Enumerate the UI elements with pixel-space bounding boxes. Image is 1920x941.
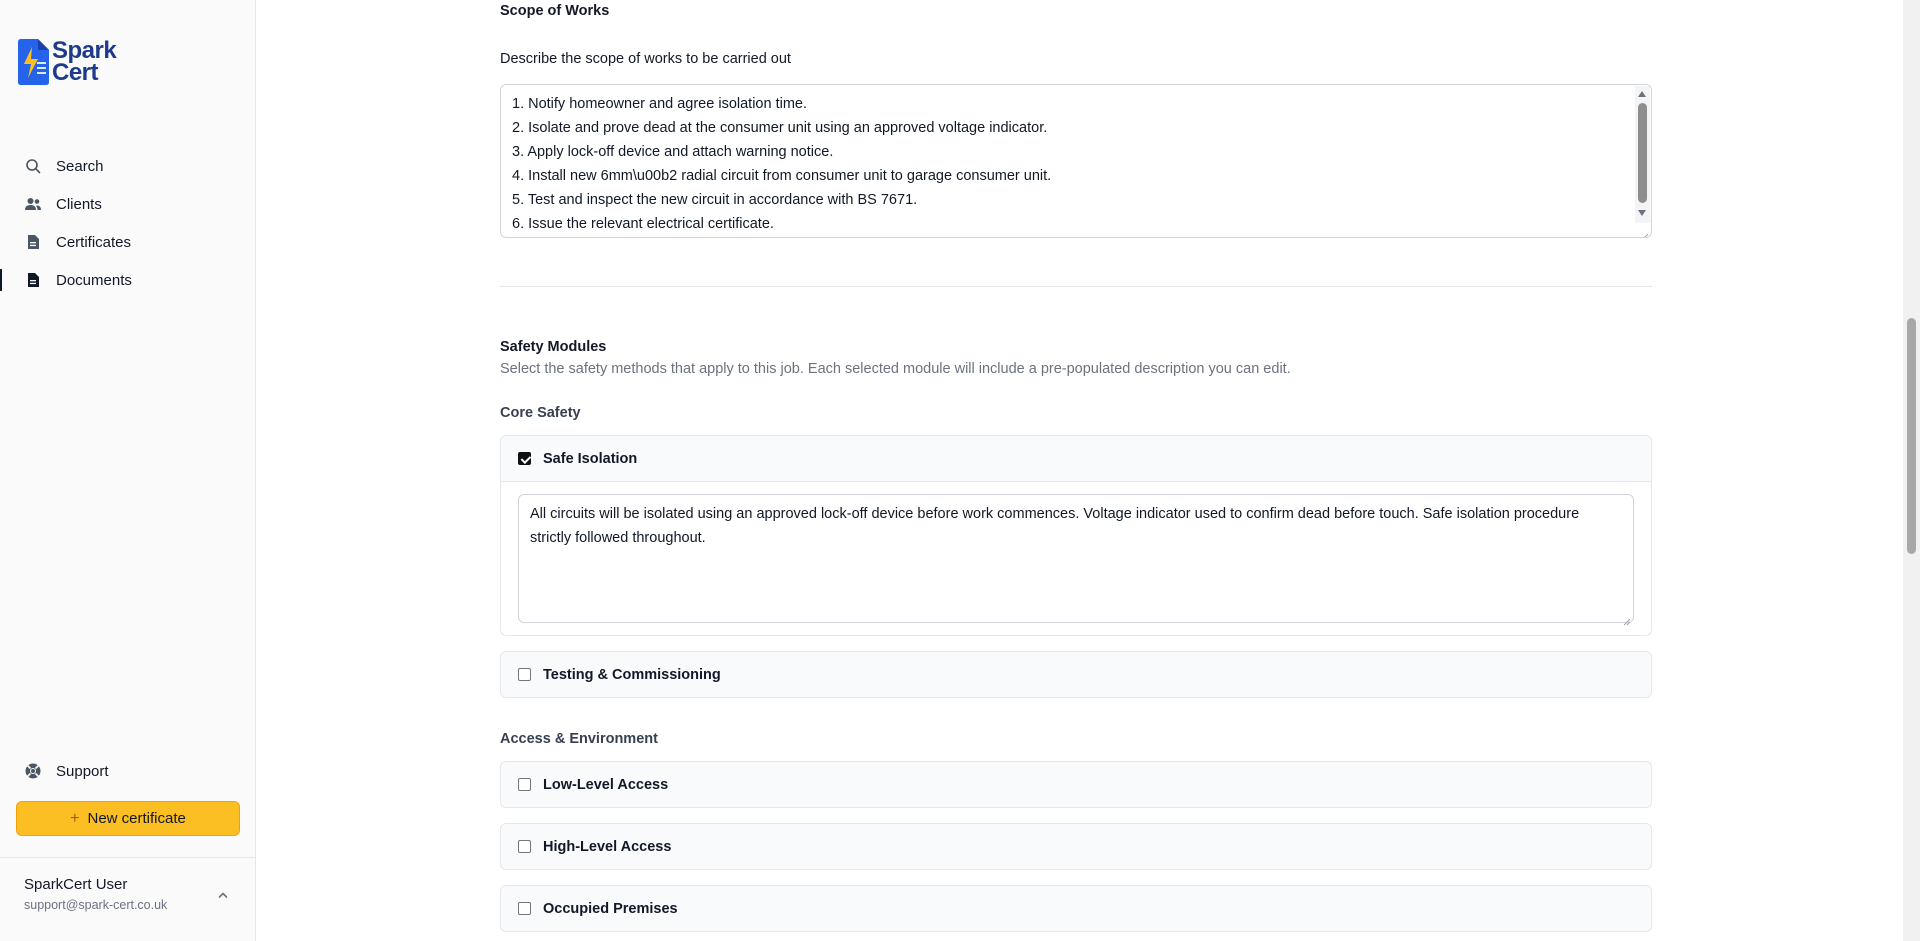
- sidebar-divider: [0, 857, 256, 858]
- scroll-up-arrow-icon[interactable]: [1638, 91, 1646, 97]
- users-icon: [24, 195, 42, 213]
- module-safe-isolation-toggle[interactable]: [501, 436, 1651, 481]
- module-label: Low-Level Access: [543, 776, 669, 793]
- spark-cert-logo[interactable]: [16, 38, 116, 86]
- resize-handle-icon[interactable]: [1621, 610, 1631, 620]
- high-level-access-checkbox[interactable]: [518, 840, 531, 853]
- sidebar-item-label: Certificates: [56, 233, 132, 251]
- new-certificate-label: New certificate: [87, 810, 186, 827]
- chevron-up-icon[interactable]: [216, 888, 230, 902]
- safety-modules-heading: Safety Modules: [500, 339, 607, 355]
- sidebar-item-search[interactable]: [0, 147, 256, 185]
- module-label: Testing & Commissioning: [543, 666, 721, 683]
- textarea-scroll-thumb[interactable]: [1638, 103, 1647, 203]
- sidebar-item-label: Search: [56, 157, 104, 175]
- sidebar-item-certificates[interactable]: [0, 223, 256, 261]
- module-label: Occupied Premises: [543, 900, 678, 917]
- plus-icon: +: [70, 809, 80, 827]
- module-testing-commissioning: [500, 651, 1652, 698]
- logo-wordmark: [52, 37, 117, 86]
- scope-line: 1. Notify homeowner and agree isolation time.: [512, 96, 807, 112]
- scope-heading: Scope of Works: [500, 3, 610, 19]
- support-label: Support: [56, 762, 109, 780]
- scope-line: 3. Apply lock-off device and attach warning notice.: [512, 144, 834, 160]
- scope-textarea[interactable]: [500, 84, 1652, 238]
- scope-line: 2. Isolate and prove dead at the consumer unit using an approved voltage indicator.: [512, 120, 1048, 136]
- user-account[interactable]: [24, 876, 167, 912]
- module-low-level-toggle[interactable]: [501, 762, 1651, 807]
- main-content: [257, 0, 1903, 941]
- access-environment-group-label: Access & Environment: [500, 731, 658, 747]
- logo-line-2: Cert: [52, 59, 99, 86]
- low-level-access-checkbox[interactable]: [518, 778, 531, 791]
- section-divider: [500, 286, 1652, 287]
- scope-field-label: Describe the scope of works to be carried out: [500, 51, 791, 67]
- safe-isolation-checkbox[interactable]: [518, 452, 531, 465]
- module-high-level-access: [500, 823, 1652, 870]
- lifebuoy-icon: [24, 762, 42, 780]
- occupied-premises-checkbox[interactable]: [518, 902, 531, 915]
- safety-modules-description: Select the safety methods that apply to this job. Each selected module will include a pre-populated description you can edit.: [500, 361, 1291, 377]
- support-link[interactable]: [0, 752, 256, 790]
- sidebar-item-label: Clients: [56, 195, 102, 213]
- resize-handle-icon[interactable]: [1639, 225, 1649, 235]
- scroll-down-arrow-icon[interactable]: [1638, 210, 1646, 216]
- user-name: SparkCert User: [24, 876, 128, 893]
- document-icon: [24, 271, 42, 289]
- sidebar-item-label: Documents: [56, 271, 132, 289]
- safe-isolation-textarea[interactable]: [518, 494, 1634, 623]
- module-occupied-premises: [500, 885, 1652, 932]
- scope-line: 6. Issue the relevant electrical certificate.: [512, 216, 774, 232]
- document-icon: [24, 233, 42, 251]
- new-certificate-button[interactable]: [16, 801, 240, 836]
- sidebar-nav: [0, 147, 256, 299]
- sidebar: [0, 0, 256, 941]
- module-testing-toggle[interactable]: [501, 652, 1651, 697]
- scope-line: 5. Test and inspect the new circuit in accordance with BS 7671.: [512, 192, 918, 208]
- sidebar-support: [0, 752, 256, 790]
- safe-isolation-text: All circuits will be isolated using an approved lock-off device before work commences. Voltage indicator used to confirm dead before touch. Safe isolation procedure strictly followed throughout.: [530, 506, 1580, 546]
- module-high-level-toggle[interactable]: [501, 824, 1651, 869]
- module-label: High-Level Access: [543, 838, 672, 855]
- sidebar-item-documents[interactable]: [0, 261, 256, 299]
- module-label: Safe Isolation: [543, 450, 638, 467]
- logo-bolt-icon: [16, 38, 50, 86]
- module-low-level-access: [500, 761, 1652, 808]
- module-safe-isolation: [500, 435, 1652, 636]
- textarea-scrollbar[interactable]: [1635, 86, 1650, 223]
- page-scrollbar[interactable]: [1903, 0, 1920, 941]
- module-occupied-toggle[interactable]: [501, 886, 1651, 931]
- logo-line-1: Spark: [52, 37, 117, 64]
- testing-commissioning-checkbox[interactable]: [518, 668, 531, 681]
- module-safe-isolation-body: [501, 481, 1651, 635]
- search-icon: [24, 157, 42, 175]
- user-email: support@spark-cert.co.uk: [24, 898, 168, 912]
- scope-line: 4. Install new 6mm\u00b2 radial circuit from consumer unit to garage consumer unit.: [512, 168, 1052, 184]
- sidebar-item-clients[interactable]: [0, 185, 256, 223]
- page-scroll-thumb[interactable]: [1907, 318, 1916, 554]
- core-safety-group-label: Core Safety: [500, 405, 581, 421]
